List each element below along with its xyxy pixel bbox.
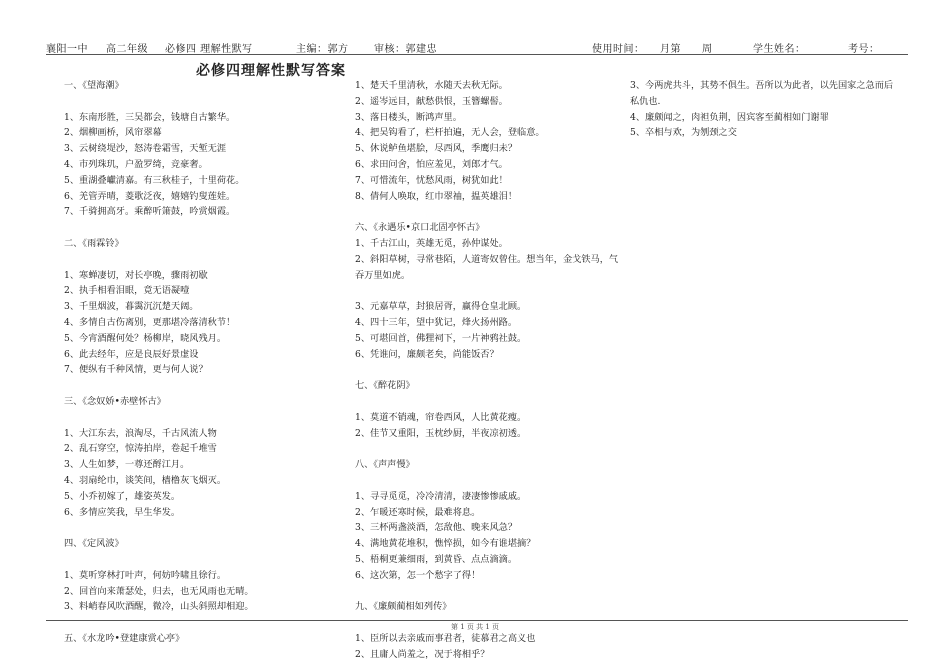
answer-line: 2、烟柳画桥，风帘翠幕 <box>64 127 162 139</box>
answer-line: 3、云树绕堤沙，怒涛卷霜雪，天堑无涯 <box>64 143 227 155</box>
answer-line <box>64 220 334 236</box>
answer-line: 1、莫听穿林打叶声，何妨吟啸且徐行。 <box>64 569 227 581</box>
answer-line: 5、可堪回首，佛狸祠下，一片神鸦社鼓。 <box>355 332 527 344</box>
answer-line <box>355 584 625 600</box>
answer-line: 6、此去经年，应是良辰好景虚设 <box>64 348 199 360</box>
answer-line: 4、多情自古伤离别，更那堪冷落清秋节！ <box>64 316 236 328</box>
answer-line: 1、臣所以去亲戚而事君者，徒慕君之高义也 <box>355 632 536 644</box>
answer-line <box>355 362 625 378</box>
answer-line: 3、今两虎共斗，其势不俱生。吾所以为此者，以先国家之急而后 <box>630 80 894 91</box>
answer-line: 2、执手相看泪眼，竟无语凝噎 <box>64 285 190 297</box>
answer-line: 七、《醉花阴》 <box>355 380 415 392</box>
subject-label: 必修四 理解性默写 <box>165 44 253 55</box>
answer-line: 4、廉颇闻之，肉袒负荆，因宾客至蔺相如门谢罪 <box>630 111 829 123</box>
answer-line: 六、《永遇乐•京口北固亭怀古》 <box>355 222 485 234</box>
answer-line: 1、千古江山，英雄无觅，孙仲谋处。 <box>355 237 508 249</box>
answer-line <box>64 520 334 536</box>
answer-line <box>64 552 334 568</box>
answer-line: 1、东南形胜，三吴都会，钱塘自古繁华。 <box>64 111 236 123</box>
month-label: 月第 <box>660 44 681 55</box>
answer-line <box>355 441 625 457</box>
answer-line: 1、大江东去，浪淘尽，千古风流人物 <box>64 427 217 439</box>
answer-line <box>355 283 625 299</box>
page-title: 必修四理解性默写答案 <box>196 63 346 79</box>
answer-line: 3、落日楼头，断鸿声里。 <box>355 111 462 123</box>
answer-line: 7、可惜流年，忧愁风雨，树犹如此！ <box>355 174 508 186</box>
answer-line: 八、《声声慢》 <box>355 459 415 471</box>
answer-line: 2、佳节又重阳，玉枕纱厨，半夜凉初透。 <box>355 427 527 439</box>
answer-line: 2、且庸人尚羞之，况于将相乎？ <box>355 648 490 660</box>
answer-line: 7、便纵有千种风情，更与何人说？ <box>64 364 208 376</box>
answer-line: 6、凭谁问，廉颇老矣，尚能饭否？ <box>355 348 499 360</box>
footer-divider <box>46 620 908 621</box>
answer-line: 四、《定风波》 <box>64 538 124 550</box>
answer-line: 8、倩何人唤取，红巾翠袖，揾英雄泪！ <box>355 190 518 202</box>
answer-line: 4、四十三年，望中犹记，烽火扬州路。 <box>355 316 518 328</box>
answer-line: 5、卒相与欢，为刎颈之交 <box>630 127 737 139</box>
answer-line: 6、求田问舍，怕应羞见，刘郎才气。 <box>355 158 508 170</box>
answer-line: 1、莫道不销魂，帘卷西风，人比黄花瘦。 <box>355 411 527 423</box>
answer-line: 2、斜阳草树，寻常巷陌，人道寄奴曾住。想当年，金戈铁马，气 <box>355 253 619 265</box>
answer-line: 7、千骑拥高牙。乘醉听箫鼓，吟赏烟霞。 <box>64 206 236 218</box>
editor-label: 主编：郭方 <box>296 44 349 55</box>
answer-line <box>64 94 334 110</box>
answer-line <box>64 410 334 426</box>
grade-label: 高二年级 <box>106 44 148 55</box>
answer-line: 九、《廉颇蔺相如列传》 <box>355 601 452 613</box>
answer-line: 1、寻寻觅觅，冷冷清清，凄凄惨惨戚戚。 <box>355 490 527 502</box>
answer-line: 3、人生如梦，一尊还酹江月。 <box>64 459 190 471</box>
answer-line: 吞万里如虎。 <box>355 269 411 281</box>
answer-line: 6、多情应笑我，早生华发。 <box>64 506 181 518</box>
answer-line: 5、重湖叠巘清嘉。有三秋桂子，十里荷花。 <box>64 174 245 186</box>
answer-line: 2、乱石穿空，惊涛拍岸，卷起千堆雪 <box>64 443 217 455</box>
week-label: 周 <box>702 44 713 55</box>
answer-line <box>64 252 334 268</box>
reviewer-label: 审核：郭建忠 <box>374 44 437 55</box>
answer-line: 4、市列珠玑，户盈罗绮，竞豪奢。 <box>64 158 208 170</box>
answer-line <box>355 473 625 489</box>
answer-line: 1、寒蝉凄切，对长亭晚，骤雨初歇 <box>64 269 208 281</box>
use-time-label: 使用时间： <box>592 44 645 55</box>
answer-line: 3、三杯两盏淡酒，怎敌他、晚来风急？ <box>355 522 518 534</box>
answer-column-1 <box>64 78 334 647</box>
answer-line: 一、《望海潮》 <box>64 80 124 91</box>
answer-line: 2、乍暖还寒时候，最难将息。 <box>355 506 481 518</box>
exam-number-label: 考号： <box>848 44 880 55</box>
answer-line: 2、遥岑远目，献愁供恨，玉簪螺髻。 <box>355 95 508 107</box>
student-name-label: 学生姓名： <box>753 44 806 55</box>
header-divider <box>46 54 908 55</box>
answer-line: 5、休说鲈鱼堪脍，尽西风，季鹰归未？ <box>355 143 518 155</box>
answer-line: 6、这次第，怎一个愁字了得！ <box>355 569 481 581</box>
answer-line: 3、元嘉草草，封狼居胥，赢得仓皇北顾。 <box>355 301 527 313</box>
answer-line: 4、羽扇纶巾，谈笑间，樯橹灰飞烟灭。 <box>64 474 227 486</box>
answer-column-2 <box>355 78 625 662</box>
school-name: 襄阳一中 <box>46 44 88 55</box>
answer-line: 6、羌管弄晴，菱歌泛夜，嬉嬉钓叟莲娃。 <box>64 190 236 202</box>
answer-line: 2、回首向来萧瑟处，归去，也无风雨也无晴。 <box>64 585 254 597</box>
answer-line: 3、料峭春风吹酒醒，微冷，山头斜照却相迎。 <box>64 601 254 613</box>
answer-line <box>355 204 625 220</box>
answer-line: 三、《念奴娇•赤壁怀古》 <box>64 395 166 407</box>
answer-line: 3、千里烟波，暮霭沉沉楚天阔。 <box>64 301 199 313</box>
answer-line: 二、《雨霖铃》 <box>64 237 124 249</box>
answer-line: 私仇也. <box>630 95 661 107</box>
answer-line: 5、梧桐更兼细雨，到黄昏、点点滴滴。 <box>355 553 518 565</box>
answer-line <box>64 378 334 394</box>
answer-line: 4、满地黄花堆积，憔悴损，如今有谁堪摘？ <box>355 538 536 550</box>
answer-line: 五、《水龙吟•登建康赏心亭》 <box>64 632 185 644</box>
answer-line: 5、今宵酒醒何处？杨柳岸，晓风残月。 <box>64 332 227 344</box>
answer-line: 4、把吴钩看了，栏杆拍遍，无人会，登临意。 <box>355 127 545 139</box>
answer-line: 1、楚天千里清秋，水随天去秋无际。 <box>355 80 508 91</box>
answer-line <box>355 394 625 410</box>
answer-line: 5、小乔初嫁了，雄姿英发。 <box>64 490 181 502</box>
page-number: 第 1 页 共 1 页 <box>450 623 500 631</box>
answer-column-3 <box>630 78 915 141</box>
